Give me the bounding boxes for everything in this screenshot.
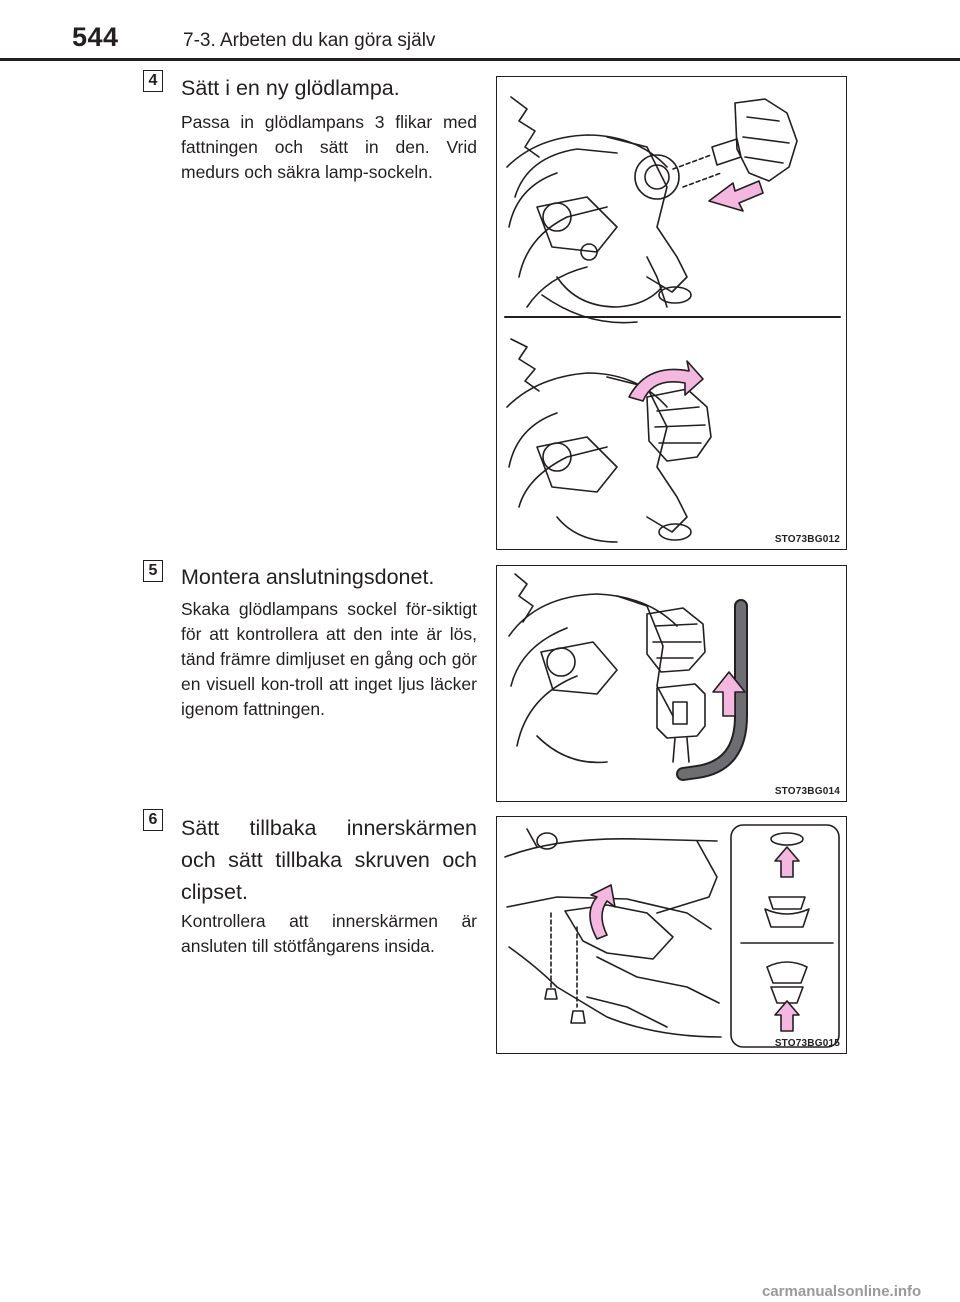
- figure-code: STO73BG014: [774, 786, 840, 797]
- figure-code: STO73BG015: [774, 1038, 840, 1049]
- header-rule: [0, 58, 960, 61]
- step-6-title-line-2: och sätt tillbaka skruven och: [181, 848, 477, 872]
- step-4-body: Passa in glödlampans 3 flikar med fattningen och sätt in den. Vrid medurs och säkra lamp-sockeln.: [181, 112, 477, 182]
- bulb-install-illustration: [497, 77, 847, 550]
- page-header: [0, 0, 960, 60]
- connector-install-illustration: [497, 566, 847, 802]
- step-number-4: 4: [143, 70, 163, 92]
- step-5-title: Montera anslutningsdonet.: [181, 565, 435, 589]
- step-6-title-line-1: Sätt tillbaka innerskärmen: [181, 816, 477, 840]
- step-4-title: Sätt i en ny glödlampa.: [181, 76, 400, 100]
- figure-connector-install: [496, 565, 847, 802]
- step-number-6: 6: [143, 809, 163, 831]
- step-number-5: 5: [143, 560, 163, 582]
- figure-code: STO73BG012: [774, 534, 840, 545]
- figure-inner-fender: [496, 816, 847, 1054]
- inner-fender-illustration: [497, 817, 847, 1054]
- step-6-body: Kontrollera att innerskärmen är ansluten till stötfångarens insida.: [181, 911, 477, 956]
- step-5-body: Skaka glödlampans sockel för-siktigt för att kontrollera att den inte är lös, tänd främre dimljuset en gång och gör en visuell kon-troll att inget ljus läcker igenom fattningen.: [181, 599, 477, 719]
- section-title: 7-3. Arbeten du kan göra själv: [183, 30, 436, 51]
- watermark[interactable]: carmanualsonline.info: [762, 1283, 922, 1300]
- figure-bulb-install: [496, 76, 847, 550]
- step-6-title-line-3: clipset.: [181, 880, 248, 904]
- step-6-title: [181, 812, 477, 908]
- page-number: 544: [72, 22, 119, 52]
